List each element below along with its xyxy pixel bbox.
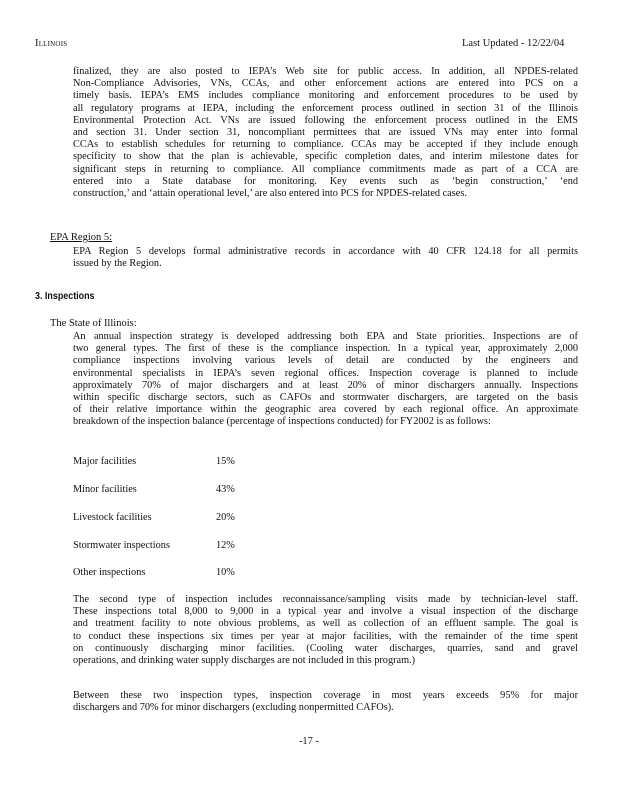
text-line: specificity to show that the plan is achievable, specific completion dates, and interim milestone dates for bbox=[73, 151, 578, 163]
text-line: approximately 70% of major dischargers and at least 20% of minor dischargers annually. Inspections bbox=[73, 379, 578, 391]
breakdown-label: Stormwater inspections bbox=[73, 540, 170, 551]
text-line: and section 31. Under section 31, noncompliant permittees that are issued VNs may enter into formal bbox=[73, 127, 578, 139]
breakdown-row bbox=[73, 512, 235, 523]
breakdown-value: 15% bbox=[216, 456, 235, 467]
header-state: Illinois bbox=[35, 38, 68, 49]
text-line: compliance inspections involving various levels of detail are conducted by the engineers and bbox=[73, 355, 578, 367]
breakdown-value: 20% bbox=[216, 512, 235, 523]
breakdown-label: Other inspections bbox=[73, 567, 146, 578]
text-line: significant steps in returning to compliance. All compliance commitments made as part of a CCA are bbox=[73, 163, 578, 175]
text-line: breakdown of the inspection balance (percentage of inspections conducted) for FY2002 is as follows: bbox=[73, 416, 491, 428]
text-line: EPA Region 5 develops formal administrative records in accordance with 40 CFR 124.18 for all permits bbox=[73, 246, 578, 257]
text-line: Between these two inspection types, inspection coverage in most years exceeds 95% for major bbox=[73, 690, 578, 701]
text-line: finalized, they are also posted to IEPA’s Web site for public access. In addition, all NPDES-related bbox=[73, 66, 578, 77]
breakdown-row bbox=[73, 456, 235, 467]
region5-subheading: EPA Region 5: bbox=[50, 232, 113, 243]
text-line: to conduct these inspections six times per year at major facilities, with the remainder of the time spent bbox=[73, 630, 578, 642]
breakdown-label: Major facilities bbox=[73, 456, 137, 467]
state-subheading: The State of Illinois: bbox=[50, 318, 137, 329]
breakdown-value: 43% bbox=[216, 484, 235, 495]
text-line: entered into a State database for monitoring. Key events such as ‘begin construction,’ ‘end bbox=[73, 175, 578, 187]
region5-paragraph bbox=[73, 246, 578, 270]
header-last-updated: Last Updated - 12/22/04 bbox=[462, 38, 565, 49]
section-heading-inspections: 3. Inspections bbox=[35, 290, 95, 302]
coverage-paragraph bbox=[73, 690, 578, 714]
text-line: CCAs to establish schedules for returning to compliance. CCAs may be accepted if they include enough bbox=[73, 139, 578, 151]
text-line: issued by the Region. bbox=[73, 258, 162, 270]
text-line: These inspections total 8,000 to 9,000 in a typical year and involve a visual inspection of the discharge bbox=[73, 606, 578, 618]
text-line: operations, and drinking water supply discharges are not included in this program.) bbox=[73, 655, 416, 667]
breakdown-value: 10% bbox=[216, 567, 235, 578]
breakdown-label: Minor facilities bbox=[73, 484, 137, 495]
text-line: Non-Compliance Advisories, VNs, CCAs, and other enforcement actions are entered into PCS on a bbox=[73, 78, 578, 90]
text-line: within specific discharge sectors, such as CAFOs and stormwater dischargers, are targeted on the basis bbox=[73, 392, 578, 404]
text-line: construction,’ and ‘attain operational level,’ are also entered into PCS for NPDES-related cases. bbox=[73, 188, 467, 200]
second-inspection-type-paragraph bbox=[73, 594, 578, 667]
breakdown-value: 12% bbox=[216, 540, 235, 551]
breakdown-row bbox=[73, 540, 235, 551]
text-line: of their relative importance within the geographic area covered by each regional office. An approximate bbox=[73, 404, 578, 416]
text-line: on continuously discharging minor facilities. (Cooling water discharges, quarries, sand and gravel bbox=[73, 642, 578, 654]
text-line: all regulatory programs at IEPA, including the enforcement process outlined in section 31 of the Illinois bbox=[73, 102, 578, 114]
breakdown-row bbox=[73, 567, 235, 578]
text-line: environmental specialists in IEPA’s seven regional offices. Inspection coverage is planned to include bbox=[73, 367, 578, 379]
text-line: timely basis. IEPA’s EMS includes compliance monitoring and enforcement procedures to be used by bbox=[73, 90, 578, 102]
page-number: -17 - bbox=[298, 736, 320, 747]
text-line: dischargers and 70% for minor dischargers (excluding nonpermitted CAFOs). bbox=[73, 702, 394, 714]
text-line: Environmental Protection Act. VNs are issued following the enforcement process outlined in the EMS bbox=[73, 114, 578, 126]
inspection-strategy-paragraph bbox=[73, 331, 578, 429]
text-line: An annual inspection strategy is developed addressing both EPA and State priorities. Inspections are of bbox=[73, 331, 578, 342]
enforcement-paragraph bbox=[73, 66, 578, 200]
text-line: and treatment facility to note obvious problems, as well as collection of an effluent sample. The goal is bbox=[73, 618, 578, 630]
breakdown-label: Livestock facilities bbox=[73, 512, 152, 523]
text-line: two general types. The first of these is the compliance inspection. In a typical year, approximately 2,000 bbox=[73, 343, 578, 355]
text-line: The second type of inspection includes reconnaissance/sampling visits made by technician-level staff. bbox=[73, 594, 578, 605]
breakdown-row bbox=[73, 484, 235, 495]
